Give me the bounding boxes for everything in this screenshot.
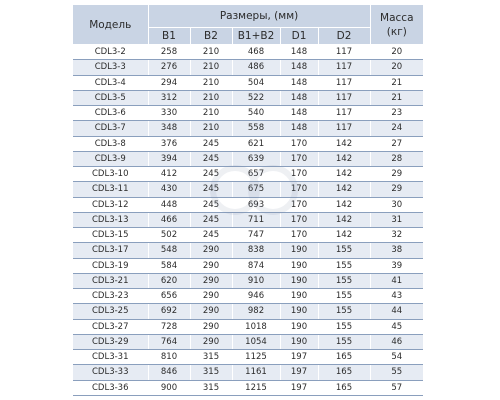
cell-b1: 656 — [148, 289, 190, 304]
cell-d2: 165 — [318, 350, 370, 365]
header-mass — [370, 5, 423, 45]
cell-d2: 155 — [318, 334, 370, 349]
cell-b1-b2: 910 — [232, 273, 280, 288]
cell-b2: 210 — [190, 106, 232, 121]
cell-d1: 170 — [280, 136, 318, 151]
cell-model: CDL3-3 — [73, 60, 148, 75]
cell-model: CDL3-36 — [73, 380, 148, 395]
table-row — [73, 334, 423, 349]
cell-model: CDL3-2 — [73, 45, 148, 60]
cell-b1-b2: 1125 — [232, 350, 280, 365]
cell-b1: 900 — [148, 380, 190, 395]
cell-model: CDL3-33 — [73, 365, 148, 380]
cell-d1: 190 — [280, 334, 318, 349]
cell-mass: 20 — [370, 60, 423, 75]
cell-model: CDL3-17 — [73, 243, 148, 258]
cell-b1: 692 — [148, 304, 190, 319]
header-b1-b2: B1+B2 — [232, 28, 280, 45]
table-row — [73, 121, 423, 136]
cell-b1-b2: 522 — [232, 90, 280, 105]
cell-b2: 210 — [190, 75, 232, 90]
cell-d1: 148 — [280, 90, 318, 105]
cell-b1: 394 — [148, 151, 190, 166]
cell-b1: 412 — [148, 167, 190, 182]
cell-d2: 117 — [318, 60, 370, 75]
cell-d1: 197 — [280, 350, 318, 365]
cell-b2: 210 — [190, 90, 232, 105]
table-body — [73, 45, 423, 396]
cell-b1-b2: 1018 — [232, 319, 280, 334]
cell-d1: 148 — [280, 60, 318, 75]
cell-d2: 142 — [318, 167, 370, 182]
cell-d2: 117 — [318, 90, 370, 105]
table-row — [73, 212, 423, 227]
cell-b2: 315 — [190, 350, 232, 365]
cell-model: CDL3-11 — [73, 182, 148, 197]
cell-d2: 117 — [318, 75, 370, 90]
cell-b2: 290 — [190, 273, 232, 288]
cell-d1: 190 — [280, 319, 318, 334]
cell-b1: 764 — [148, 334, 190, 349]
cell-b1-b2: 639 — [232, 151, 280, 166]
cell-b1-b2: 946 — [232, 289, 280, 304]
table-row — [73, 350, 423, 365]
cell-b2: 290 — [190, 289, 232, 304]
cell-mass: 29 — [370, 182, 423, 197]
table-row — [73, 273, 423, 288]
header-model: Модель — [73, 5, 148, 45]
cell-mass: 38 — [370, 243, 423, 258]
cell-mass: 46 — [370, 334, 423, 349]
cell-d1: 148 — [280, 121, 318, 136]
cell-b1: 466 — [148, 212, 190, 227]
cell-model: CDL3-8 — [73, 136, 148, 151]
cell-d2: 142 — [318, 151, 370, 166]
cell-b1-b2: 486 — [232, 60, 280, 75]
cell-b2: 245 — [190, 197, 232, 212]
cell-d2: 155 — [318, 258, 370, 273]
cell-b2: 245 — [190, 182, 232, 197]
table-row — [73, 365, 423, 380]
cell-b2: 245 — [190, 151, 232, 166]
cell-b1: 376 — [148, 136, 190, 151]
cell-b2: 290 — [190, 258, 232, 273]
cell-d2: 142 — [318, 136, 370, 151]
cell-mass: 27 — [370, 136, 423, 151]
cell-b1: 448 — [148, 197, 190, 212]
cell-mass: 31 — [370, 212, 423, 227]
cell-mass: 21 — [370, 90, 423, 105]
cell-d1: 197 — [280, 380, 318, 395]
cell-mass: 55 — [370, 365, 423, 380]
header-d2: D2 — [318, 28, 370, 45]
cell-model: CDL3-29 — [73, 334, 148, 349]
table-row — [73, 136, 423, 151]
cell-b1-b2: 838 — [232, 243, 280, 258]
cell-model: CDL3-21 — [73, 273, 148, 288]
header-b1: B1 — [148, 28, 190, 45]
cell-b1-b2: 1215 — [232, 380, 280, 395]
cell-d2: 155 — [318, 304, 370, 319]
table-row — [73, 45, 423, 60]
cell-model: CDL3-19 — [73, 258, 148, 273]
cell-model: CDL3-13 — [73, 212, 148, 227]
table-row — [73, 319, 423, 334]
cell-b2: 245 — [190, 212, 232, 227]
cell-mass: 21 — [370, 75, 423, 90]
cell-b1: 348 — [148, 121, 190, 136]
cell-b1-b2: 747 — [232, 228, 280, 243]
cell-model: CDL3-25 — [73, 304, 148, 319]
cell-b1-b2: 675 — [232, 182, 280, 197]
cell-model: CDL3-23 — [73, 289, 148, 304]
cell-d1: 170 — [280, 167, 318, 182]
cell-mass: 20 — [370, 45, 423, 60]
cell-d2: 142 — [318, 197, 370, 212]
cell-b1-b2: 657 — [232, 167, 280, 182]
table-row — [73, 289, 423, 304]
cell-d2: 142 — [318, 212, 370, 227]
cell-b1: 810 — [148, 350, 190, 365]
cell-mass: 32 — [370, 228, 423, 243]
table-row — [73, 304, 423, 319]
cell-mass: 28 — [370, 151, 423, 166]
cell-d2: 155 — [318, 289, 370, 304]
cell-model: CDL3-7 — [73, 121, 148, 136]
cell-model: CDL3-27 — [73, 319, 148, 334]
header-mass-line1: Масса — [380, 11, 414, 24]
cell-mass: 57 — [370, 380, 423, 395]
dimensions-table — [73, 5, 423, 396]
table-row — [73, 106, 423, 121]
cell-b1-b2: 621 — [232, 136, 280, 151]
cell-d2: 165 — [318, 380, 370, 395]
table-row — [73, 90, 423, 105]
table-row — [73, 60, 423, 75]
cell-d2: 165 — [318, 365, 370, 380]
cell-b1-b2: 468 — [232, 45, 280, 60]
table-row — [73, 151, 423, 166]
header-b2: B2 — [190, 28, 232, 45]
cell-b2: 315 — [190, 380, 232, 395]
cell-b1: 728 — [148, 319, 190, 334]
cell-model: CDL3-6 — [73, 106, 148, 121]
cell-b1-b2: 982 — [232, 304, 280, 319]
cell-b2: 290 — [190, 304, 232, 319]
cell-model: CDL3-31 — [73, 350, 148, 365]
cell-mass: 39 — [370, 258, 423, 273]
cell-b2: 290 — [190, 319, 232, 334]
cell-b2: 210 — [190, 45, 232, 60]
cell-b2: 315 — [190, 365, 232, 380]
cell-d2: 155 — [318, 243, 370, 258]
table-row — [73, 182, 423, 197]
cell-mass: 54 — [370, 350, 423, 365]
cell-d2: 142 — [318, 182, 370, 197]
cell-mass: 41 — [370, 273, 423, 288]
cell-model: CDL3-4 — [73, 75, 148, 90]
cell-model: CDL3-9 — [73, 151, 148, 166]
cell-d2: 155 — [318, 319, 370, 334]
table-row — [73, 228, 423, 243]
cell-d1: 170 — [280, 151, 318, 166]
cell-b1: 330 — [148, 106, 190, 121]
cell-model: CDL3-5 — [73, 90, 148, 105]
cell-mass: 44 — [370, 304, 423, 319]
cell-b1: 502 — [148, 228, 190, 243]
cell-b1-b2: 693 — [232, 197, 280, 212]
cell-b2: 245 — [190, 167, 232, 182]
cell-b1: 584 — [148, 258, 190, 273]
spec-table-container — [73, 5, 423, 396]
cell-b2: 245 — [190, 228, 232, 243]
cell-b1: 548 — [148, 243, 190, 258]
cell-d1: 170 — [280, 197, 318, 212]
table-row — [73, 243, 423, 258]
cell-b1-b2: 558 — [232, 121, 280, 136]
cell-d1: 170 — [280, 212, 318, 227]
cell-model: CDL3-10 — [73, 167, 148, 182]
cell-d2: 155 — [318, 273, 370, 288]
cell-b1-b2: 540 — [232, 106, 280, 121]
header-dimensions: Размеры, (мм) — [148, 5, 370, 28]
header-mass-line2: (кг) — [386, 25, 407, 38]
cell-b1: 294 — [148, 75, 190, 90]
cell-b2: 290 — [190, 243, 232, 258]
cell-mass: 30 — [370, 197, 423, 212]
cell-d1: 190 — [280, 273, 318, 288]
cell-mass: 29 — [370, 167, 423, 182]
cell-d1: 148 — [280, 106, 318, 121]
header-d1: D1 — [280, 28, 318, 45]
table-row — [73, 380, 423, 395]
cell-b2: 210 — [190, 121, 232, 136]
cell-d1: 190 — [280, 289, 318, 304]
cell-mass: 43 — [370, 289, 423, 304]
cell-b2: 290 — [190, 334, 232, 349]
cell-d1: 148 — [280, 45, 318, 60]
cell-d1: 170 — [280, 182, 318, 197]
cell-b1-b2: 711 — [232, 212, 280, 227]
cell-b1: 430 — [148, 182, 190, 197]
cell-b1: 312 — [148, 90, 190, 105]
table-row — [73, 75, 423, 90]
cell-b1-b2: 1161 — [232, 365, 280, 380]
table-row — [73, 167, 423, 182]
cell-b1-b2: 874 — [232, 258, 280, 273]
cell-mass: 24 — [370, 121, 423, 136]
cell-b1: 258 — [148, 45, 190, 60]
cell-b2: 245 — [190, 136, 232, 151]
cell-b1-b2: 1054 — [232, 334, 280, 349]
cell-b1: 846 — [148, 365, 190, 380]
cell-d1: 190 — [280, 304, 318, 319]
cell-b1: 620 — [148, 273, 190, 288]
cell-model: CDL3-15 — [73, 228, 148, 243]
cell-d1: 170 — [280, 228, 318, 243]
cell-mass: 23 — [370, 106, 423, 121]
cell-d2: 117 — [318, 121, 370, 136]
cell-d2: 142 — [318, 228, 370, 243]
cell-b1: 276 — [148, 60, 190, 75]
table-row — [73, 197, 423, 212]
cell-d1: 148 — [280, 75, 318, 90]
cell-b1-b2: 504 — [232, 75, 280, 90]
cell-b2: 210 — [190, 60, 232, 75]
cell-d1: 197 — [280, 365, 318, 380]
cell-mass: 45 — [370, 319, 423, 334]
cell-d2: 117 — [318, 106, 370, 121]
cell-d2: 117 — [318, 45, 370, 60]
cell-d1: 190 — [280, 258, 318, 273]
cell-d1: 190 — [280, 243, 318, 258]
table-row — [73, 258, 423, 273]
cell-model: CDL3-12 — [73, 197, 148, 212]
